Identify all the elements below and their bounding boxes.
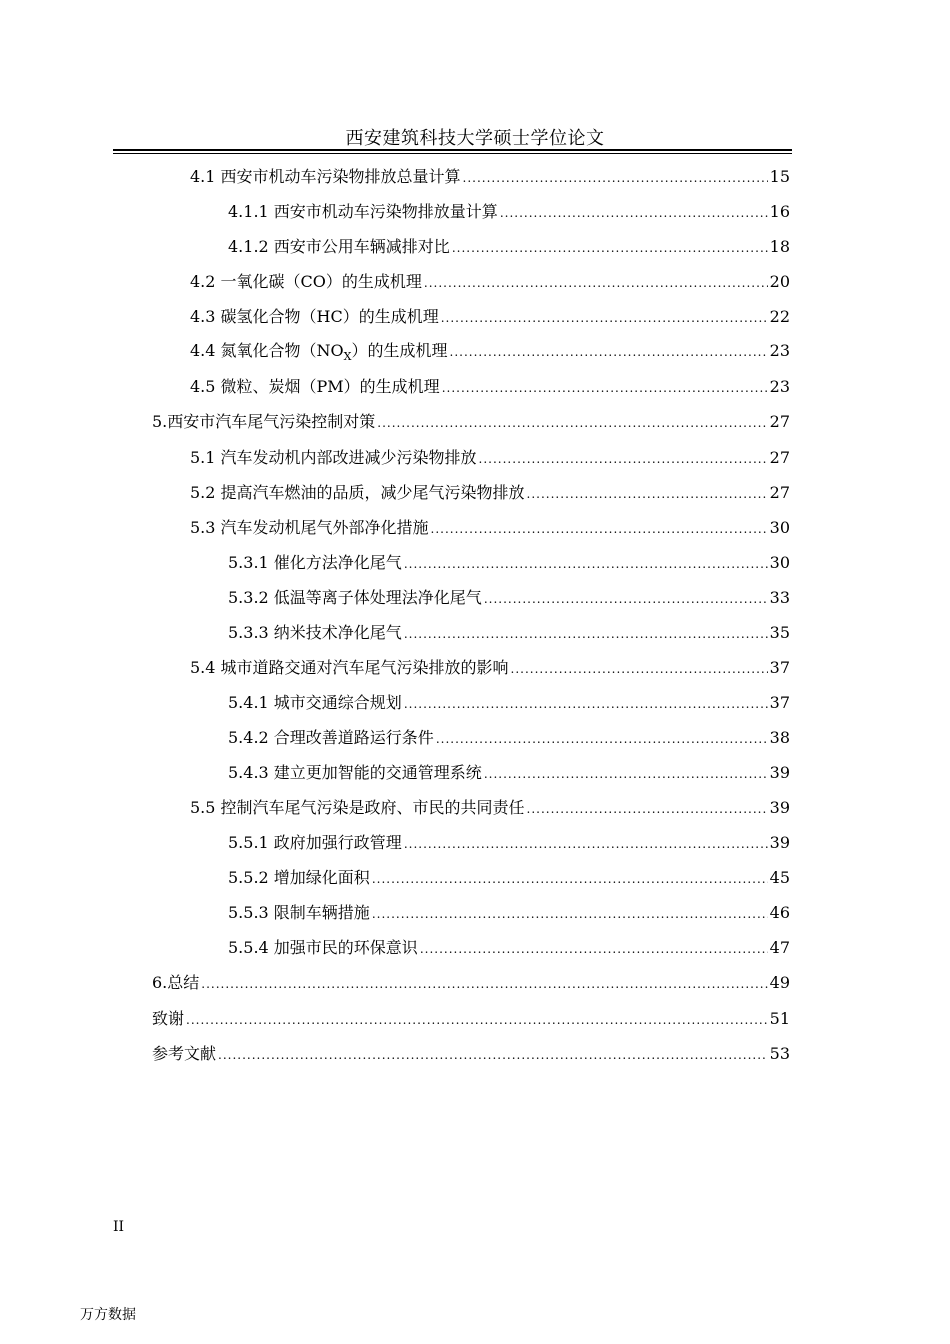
toc-entry-title: 5.4.3 建立更加智能的交通管理系统 — [228, 763, 482, 783]
toc-entry-title: 4.3 碳氢化合物（HC）的生成机理 — [190, 307, 439, 327]
toc-dot-leader — [463, 171, 768, 185]
toc-entry-title — [190, 338, 448, 363]
toc-entry[interactable] — [0, 474, 950, 509]
toc-dot-leader — [452, 241, 768, 255]
toc-entry-title-prefix: 4.4 氮氧化合物（NO — [190, 341, 344, 361]
toc-dot-leader — [500, 206, 768, 220]
toc-entry-title: 5.1 汽车发动机内部改进减少污染物排放 — [190, 447, 477, 467]
toc-entry[interactable] — [0, 824, 950, 859]
toc-entry-page: 51 — [769, 1008, 790, 1028]
toc-dot-leader — [404, 837, 768, 851]
toc-entry-title: 致谢 — [152, 1008, 185, 1028]
toc-entry-title: 5.3.1 催化方法净化尾气 — [228, 552, 402, 572]
toc-entry-page: 15 — [769, 167, 790, 187]
toc-entry-page: 18 — [769, 237, 790, 257]
page-number: II — [113, 1219, 125, 1235]
toc-entry-title: 5.4 城市道路交通对汽车尾气污染排放的影响 — [190, 657, 509, 677]
toc-entry-page: 39 — [769, 833, 790, 853]
toc-entry-page: 30 — [769, 517, 790, 537]
toc-entry-page: 45 — [769, 868, 790, 888]
toc-entry-page: 20 — [769, 272, 790, 292]
toc-entry-page: 53 — [769, 1043, 790, 1063]
toc-entry-page: 22 — [769, 307, 790, 327]
toc-entry-page: 39 — [769, 763, 790, 783]
toc-dot-leader — [450, 345, 768, 359]
toc-dot-leader — [441, 311, 768, 325]
toc-dot-leader — [186, 1013, 768, 1027]
table-of-contents — [0, 158, 950, 1070]
toc-dot-leader — [484, 592, 768, 606]
toc-entry-title: 5.4.1 城市交通综合规划 — [228, 692, 402, 712]
toc-entry-page: 23 — [769, 377, 790, 397]
toc-entry-title: 5.4.2 合理改善道路运行条件 — [228, 728, 434, 748]
toc-entry-page: 33 — [769, 587, 790, 607]
toc-entry-title-suffix: ）的生成机理 — [351, 341, 448, 361]
toc-entry[interactable] — [0, 859, 950, 894]
toc-entry[interactable] — [0, 368, 950, 403]
toc-dot-leader — [424, 276, 768, 290]
toc-entry-title: 参考文献 — [152, 1043, 217, 1063]
toc-dot-leader — [431, 522, 768, 536]
toc-entry[interactable] — [0, 789, 950, 824]
toc-entry-title: 4.1 西安市机动车污染物排放总量计算 — [190, 167, 461, 187]
toc-dot-leader — [479, 452, 768, 466]
toc-entry[interactable] — [0, 649, 950, 684]
toc-entry-title: 5.3.2 低温等离子体处理法净化尾气 — [228, 587, 482, 607]
toc-entry-title: 4.2 一氧化碳（CO）的生成机理 — [190, 272, 422, 292]
toc-entry[interactable] — [0, 439, 950, 474]
toc-entry[interactable] — [0, 403, 950, 438]
toc-dot-leader — [436, 732, 768, 746]
toc-entry[interactable] — [0, 298, 950, 333]
toc-entry[interactable] — [0, 1000, 950, 1035]
toc-entry-title: 4.1.1 西安市机动车污染物排放量计算 — [228, 202, 498, 222]
toc-entry-title: 5.3.3 纳米技术净化尾气 — [228, 622, 402, 642]
toc-entry[interactable] — [0, 509, 950, 544]
header-rule-thin — [113, 153, 792, 154]
toc-dot-leader — [404, 557, 768, 571]
toc-entry[interactable] — [0, 228, 950, 263]
toc-entry-page: 37 — [769, 657, 790, 677]
toc-entry-title: 5.3 汽车发动机尾气外部净化措施 — [190, 517, 429, 537]
toc-entry-title-subscript: X — [343, 350, 352, 364]
toc-entry-page: 47 — [769, 938, 790, 958]
toc-dot-leader — [404, 627, 768, 641]
toc-entry-title: 5.西安市汽车尾气污染控制对策 — [152, 412, 376, 432]
toc-dot-leader — [420, 942, 768, 956]
toc-dot-leader — [372, 872, 768, 886]
toc-entry-title: 4.5 微粒、炭烟（PM）的生成机理 — [190, 377, 440, 397]
toc-entry-title: 5.5.2 增加绿化面积 — [228, 868, 370, 888]
toc-dot-leader — [218, 1048, 768, 1062]
toc-entry[interactable] — [0, 158, 950, 193]
toc-entry[interactable] — [0, 964, 950, 999]
toc-entry[interactable] — [0, 929, 950, 964]
toc-entry-title: 5.5 控制汽车尾气污染是政府、市民的共同责任 — [190, 798, 525, 818]
toc-entry[interactable] — [0, 684, 950, 719]
toc-entry[interactable] — [0, 754, 950, 789]
toc-dot-leader — [201, 977, 767, 991]
toc-entry-page: 35 — [769, 622, 790, 642]
toc-dot-leader — [527, 487, 768, 501]
header-rule-thick — [113, 149, 792, 151]
watermark: 万方数据 — [80, 1307, 136, 1323]
toc-entry-page: 38 — [769, 728, 790, 748]
toc-entry[interactable] — [0, 333, 950, 368]
toc-dot-leader — [511, 662, 768, 676]
toc-entry-page: 23 — [769, 341, 790, 361]
toc-entry[interactable] — [0, 193, 950, 228]
toc-entry-page: 27 — [769, 447, 790, 467]
toc-entry-page: 46 — [769, 903, 790, 923]
toc-entry[interactable] — [0, 579, 950, 614]
toc-entry[interactable] — [0, 263, 950, 298]
toc-entry-title: 5.2 提高汽车燃油的品质，减少尾气污染物排放 — [190, 482, 525, 502]
toc-dot-leader — [527, 802, 768, 816]
toc-dot-leader — [484, 767, 768, 781]
toc-entry-title: 6.总结 — [152, 973, 200, 993]
running-header-title: 西安建筑科技大学硕士学位论文 — [345, 128, 605, 149]
toc-entry[interactable] — [0, 544, 950, 579]
toc-entry[interactable] — [0, 1035, 950, 1070]
toc-entry-title: 4.1.2 西安市公用车辆减排对比 — [228, 237, 450, 257]
toc-dot-leader — [377, 416, 767, 430]
toc-entry-page: 49 — [769, 973, 790, 993]
toc-dot-leader — [404, 697, 768, 711]
toc-entry-title: 5.5.3 限制车辆措施 — [228, 903, 370, 923]
toc-dot-leader — [372, 907, 768, 921]
toc-entry-page: 37 — [769, 692, 790, 712]
toc-entry[interactable] — [0, 719, 950, 754]
toc-entry-title: 5.5.4 加强市民的环保意识 — [228, 938, 418, 958]
toc-entry-page: 16 — [769, 202, 790, 222]
toc-entry-page: 39 — [769, 798, 790, 818]
toc-entry-page: 27 — [769, 482, 790, 502]
toc-entry[interactable] — [0, 894, 950, 929]
toc-dot-leader — [442, 381, 768, 395]
toc-entry-page: 27 — [769, 412, 790, 432]
toc-entry-title: 5.5.1 政府加强行政管理 — [228, 833, 402, 853]
toc-entry-page: 30 — [769, 552, 790, 572]
toc-entry[interactable] — [0, 614, 950, 649]
